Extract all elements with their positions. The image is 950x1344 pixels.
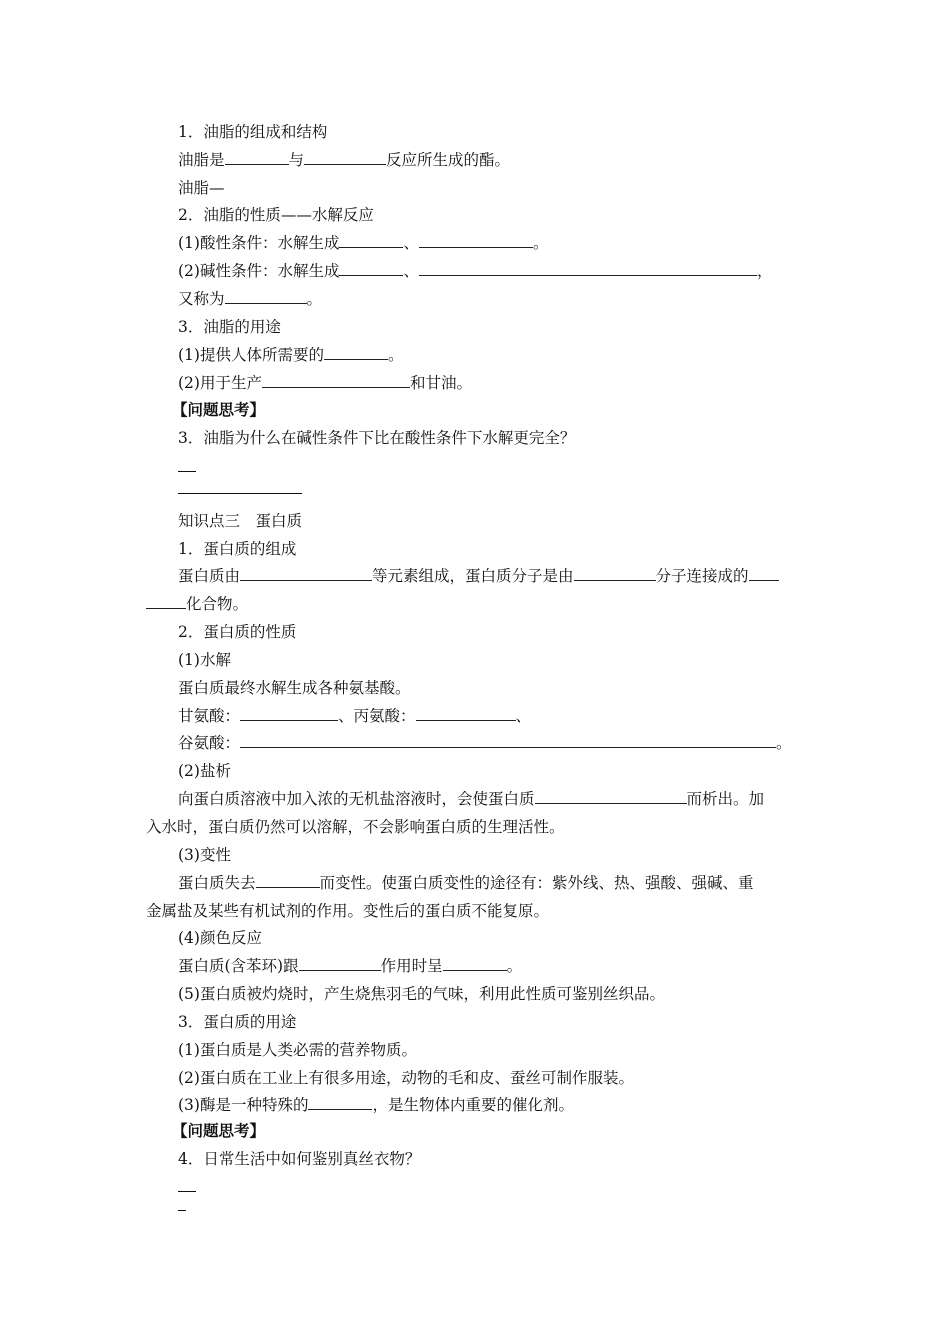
- protein-composition-line: 蛋白质由 等元素组成，蛋白质分子是由 分子连接成的: [178, 566, 779, 586]
- oil-use-2: (2)用于生产 和甘油。: [178, 374, 472, 392]
- also-called-line: 又称为 。: [178, 290, 323, 308]
- fill-blank[interactable]: [749, 567, 779, 581]
- fill-blank[interactable]: [225, 151, 289, 165]
- question-3: 3．油脂为什么在碱性条件下比在酸性条件下水解更完全？: [178, 429, 576, 447]
- answer-line[interactable]: [178, 471, 196, 472]
- answer-line[interactable]: [178, 1191, 196, 1192]
- fill-blank[interactable]: [339, 262, 403, 276]
- fill-blank[interactable]: [240, 707, 338, 721]
- heading-protein-composition: 1．蛋白质的组成: [178, 540, 297, 558]
- fill-blank[interactable]: [262, 374, 410, 388]
- base-hydrolysis-line: (2)碱性条件：水解生成 、 ，: [178, 262, 773, 280]
- subheading-denaturation: (3)变性: [178, 846, 231, 864]
- fill-blank[interactable]: [240, 734, 776, 748]
- subheading-salting-out: (2)盐析: [178, 762, 231, 780]
- protein-use-3: (3)酶是一种特殊的 ，是生物体内重要的催化剂。: [178, 1096, 574, 1114]
- oil-definition-line: 油脂是 与 反应所生成的酯。: [178, 151, 511, 169]
- fill-blank[interactable]: [146, 595, 186, 609]
- answer-line[interactable]: [178, 1210, 186, 1211]
- fill-blank[interactable]: [299, 957, 381, 971]
- fill-blank[interactable]: [308, 1096, 372, 1110]
- fill-blank[interactable]: [225, 290, 307, 304]
- answer-line[interactable]: [178, 493, 302, 494]
- amino-acids-line: 甘氨酸： 、丙氨酸： 、: [178, 707, 532, 725]
- fill-blank[interactable]: [416, 707, 516, 721]
- denaturation-line: 蛋白质失去 而变性。使蛋白质变性的途径有：紫外线、热、强酸、强碱、重: [178, 874, 754, 892]
- section-title-protein: 知识点三 蛋白质: [178, 512, 303, 530]
- denaturation-line-cont: 金属盐及某些有机试剂的作用。变性后的蛋白质不能复原。: [146, 902, 550, 920]
- glutamic-acid-line: 谷氨酸： 。: [178, 734, 792, 752]
- heading-protein-properties: 2．蛋白质的性质: [178, 623, 297, 641]
- acid-hydrolysis-line: (1)酸性条件：水解生成 、 。: [178, 234, 549, 252]
- hydrolysis-text: 蛋白质最终水解生成各种氨基酸。: [178, 679, 411, 697]
- fill-blank[interactable]: [574, 567, 656, 581]
- fill-blank[interactable]: [324, 346, 388, 360]
- fill-blank[interactable]: [339, 234, 403, 248]
- heading-oil-composition: 1．油脂的组成和结构: [178, 123, 328, 141]
- fill-blank[interactable]: [419, 234, 533, 248]
- fill-blank[interactable]: [535, 790, 687, 804]
- oil-structure-line: 油脂—: [178, 179, 225, 197]
- heading-protein-uses: 3．蛋白质的用途: [178, 1013, 297, 1031]
- fill-blank[interactable]: [256, 874, 320, 888]
- fill-blank[interactable]: [240, 567, 372, 581]
- question-think-heading-2: 【问题思考】: [172, 1121, 266, 1140]
- question-4: 4．日常生活中如何鉴别真丝衣物？: [178, 1150, 421, 1168]
- fill-blank[interactable]: [443, 957, 507, 971]
- subheading-color-reaction: (4)颜色反应: [178, 929, 262, 947]
- salting-out-line: 向蛋白质溶液中加入浓的无机盐溶液时，会使蛋白质 而析出。加: [178, 790, 765, 808]
- subheading-hydrolysis: (1)水解: [178, 651, 231, 669]
- burning-test-line: (5)蛋白质被灼烧时，产生烧焦羽毛的气味，利用此性质可鉴别丝织品。: [178, 985, 665, 1003]
- color-reaction-line: 蛋白质(含苯环)跟 作用时呈 。: [178, 957, 523, 975]
- protein-composition-line-cont: 化合物。: [146, 594, 248, 614]
- oil-use-1: (1)提供人体所需要的 。: [178, 346, 404, 364]
- heading-oil-uses: 3．油脂的用途: [178, 318, 281, 336]
- protein-use-1: (1)蛋白质是人类必需的营养物质。: [178, 1041, 417, 1059]
- question-think-heading: 【问题思考】: [172, 400, 266, 419]
- protein-use-2: (2)蛋白质在工业上有很多用途，动物的毛和皮、蚕丝可制作服装。: [178, 1069, 634, 1087]
- salting-out-line-cont: 入水时，蛋白质仍然可以溶解，不会影响蛋白质的生理活性。: [146, 818, 565, 836]
- fill-blank[interactable]: [419, 262, 757, 276]
- fill-blank[interactable]: [304, 151, 386, 165]
- heading-oil-properties: 2．油脂的性质——水解反应: [178, 206, 374, 224]
